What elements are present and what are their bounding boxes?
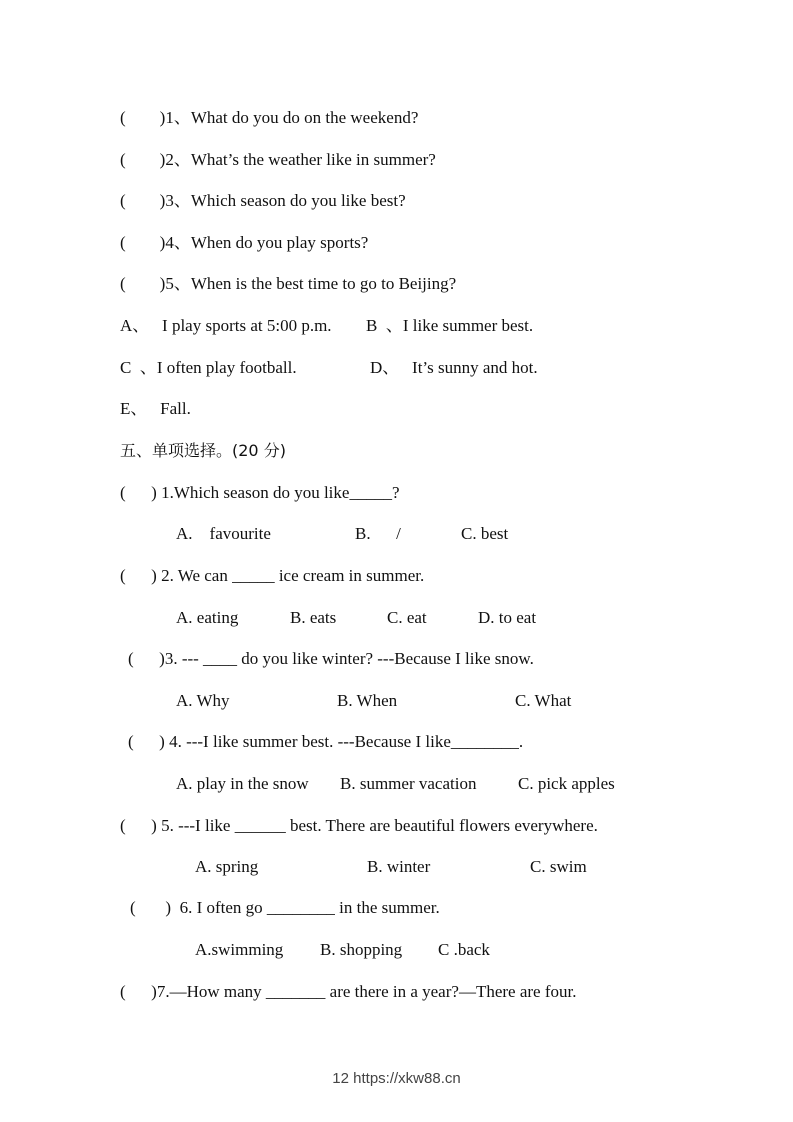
choice-4-option-b: B. summer vacation [340, 774, 477, 793]
choice-question-6: ( ) 6. I often go ________ in the summer. [130, 898, 440, 917]
choice-question-2: ( ) 2. We can _____ ice cream in summer. [120, 566, 425, 585]
choice-6-option-a: A.swimming [195, 940, 284, 959]
choice-6-option-c: C .back [438, 940, 490, 959]
choice-4-option-c: C. pick apples [518, 774, 615, 793]
matching-question-3: ( )3、Which season do you like best? [120, 191, 406, 210]
matching-question-5: ( )5、When is the best time to go to Beijing? [120, 274, 457, 293]
section-5-heading: 五、单项选择。(20 分) [120, 441, 286, 460]
matching-question-1: ( )1、What do you do on the weekend? [120, 108, 419, 127]
matching-question-4: ( )4、When do you play sports? [120, 233, 369, 252]
choice-question-7: ( )7.—How many _______ are there in a year?—There are four. [120, 982, 577, 1001]
choice-1-option-a: A. favourite [176, 524, 271, 543]
choice-5-option-b: B. winter [367, 857, 431, 876]
choice-1-option-c: C. best [461, 524, 509, 543]
choice-2-option-a: A. eating [176, 608, 239, 627]
choice-3-option-a: A. Why [176, 691, 230, 710]
choice-3-option-c: C. What [515, 691, 572, 710]
choice-6-option-b: B. shopping [320, 940, 403, 959]
choice-question-4: ( ) 4. ---I like summer best. ---Because I like________. [128, 732, 524, 751]
choice-3-option-b: B. When [337, 691, 398, 710]
matching-answer-c: C 、I often play football. [120, 358, 297, 377]
choice-5-option-c: C. swim [530, 857, 587, 876]
choice-question-5: ( ) 5. ---I like ______ best. There are beautiful flowers everywhere. [120, 816, 598, 835]
choice-4-option-a: A. play in the snow [176, 774, 309, 793]
choice-question-1: ( ) 1.Which season do you like_____? [120, 483, 400, 502]
matching-answer-a: A、 I play sports at 5:00 p.m. [120, 316, 332, 335]
page-footer: 12 https://xkw88.cn [332, 1070, 461, 1087]
matching-answer-d: D、 It’s sunny and hot. [370, 358, 538, 377]
matching-answer-e: E、 Fall. [120, 399, 191, 418]
choice-5-option-a: A. spring [195, 857, 259, 876]
matching-question-2: ( )2、What’s the weather like in summer? [120, 150, 436, 169]
choice-question-3: ( )3. --- ____ do you like winter? ---Because I like snow. [128, 649, 534, 668]
choice-1-option-b: B. / [355, 524, 401, 543]
choice-2-option-d: D. to eat [478, 608, 537, 627]
choice-2-option-b: B. eats [290, 608, 337, 627]
choice-2-option-c: C. eat [387, 608, 427, 627]
matching-answer-b: B 、I like summer best. [366, 316, 534, 335]
